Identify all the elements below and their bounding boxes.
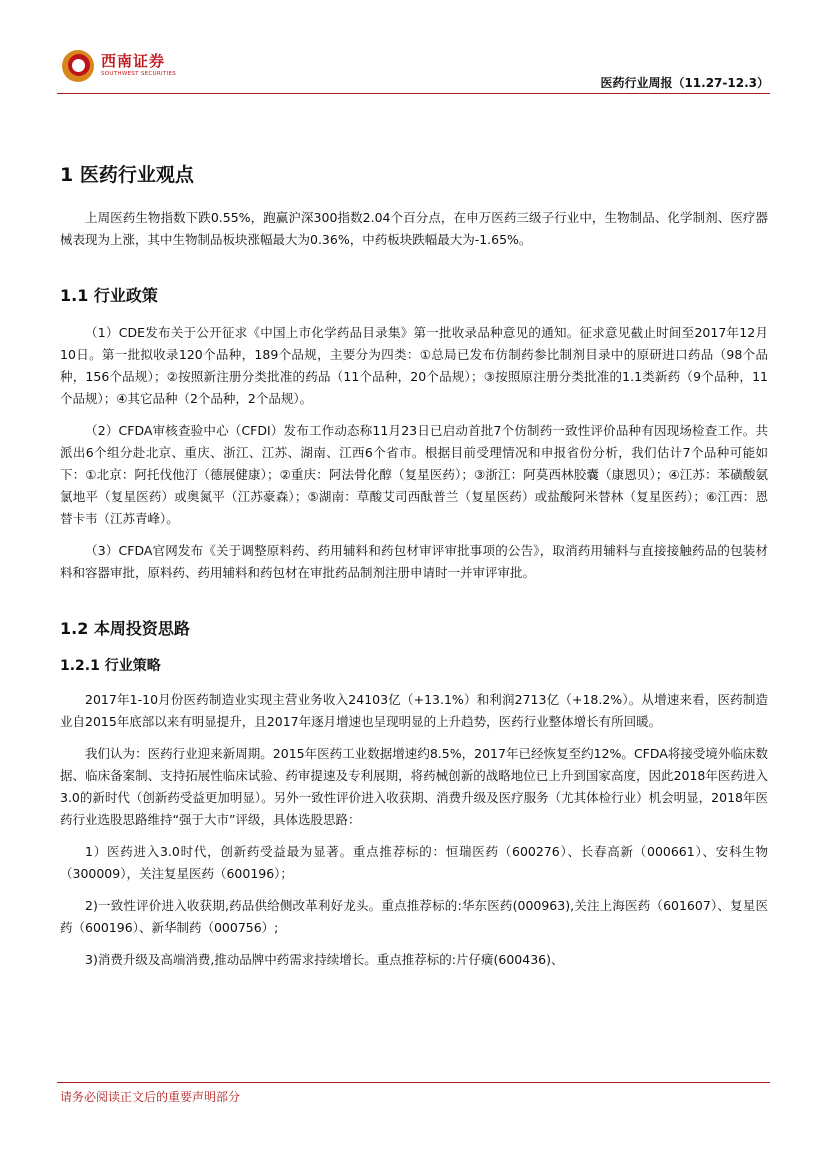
policy-paragraph-3: （3）CFDA官网发布《关于调整原料药、药用辅料和药包材审评审批事项的公告》，取消药用辅料与直接接触药品的包装材料和容器审批，原料药、药用辅料和药包材在审批药品制剂注册申请时一并审评审批。: [60, 543, 768, 580]
strategy-paragraph-5: 3)消费升级及高端消费,推动品牌中药需求持续增长。重点推荐标的:片仔癀(600436)、: [85, 952, 564, 967]
logo-emblem-icon: [62, 50, 94, 82]
strategy-paragraph-3: 1）医药进入3.0时代，创新药受益最为显著。重点推荐标的：恒瑞医药（600276）、长春高新（000661）、安科生物（300009），关注复星医药（600196）；: [60, 844, 768, 881]
report-title: 医药行业周报（11.27-12.3）: [600, 76, 769, 90]
company-logo: [62, 50, 176, 82]
section-1-heading: 1 医药行业观点: [60, 164, 194, 186]
strategy-paragraph-1: 2017年1-10月份医药制造业实现主营业务收入24103亿（+13.1%）和利润2713亿（+18.2%）。从增速来看，医药制造业自2015年底部以来有明显提升，且2017年逐月增速也呈现明显的上升趋势，医药行业整体增长有所回暖。: [60, 692, 768, 729]
footer-divider: [57, 1082, 770, 1083]
policy-paragraph-1: （1）CDE发布关于公开征求《中国上市化学药品目录集》第一批收录品种意见的通知。征求意见截止时间至2017年12月10日。第一批拟收录120个品种，189个品规，主要分为四类：①总局已发布仿制药参比制剂目录中的原研进口药品（98个品种，156个品规）；②按照新注册分类批准的药品（11个品种，20个品规）；③按照原注册分类批准的1.1类新药（9个品种，11个品规）；④其它品种（2个品种，2个品规）。: [60, 325, 768, 406]
logo-english-name: SOUTHWEST SECURITIES: [101, 71, 177, 78]
section-1-2-1-heading: 1.2.1 行业策略: [60, 658, 161, 674]
section-1-1-heading: 1.1 行业政策: [60, 286, 158, 305]
document-body: [60, 160, 768, 981]
logo-text: [101, 54, 176, 78]
policy-paragraph-2: （2）CFDA审核查验中心（CFDI）发布工作动态称11月23日已启动首批7个仿制药一致性评价品种有因现场检查工作。共派出6个组分赴北京、重庆、浙江、江苏、湖南、江西6个省市。根据目前受理情况和申报省份分析，我们估计7个品种可能如下：①北京：阿托伐他汀（德展健康）；②重庆：阿法骨化醇（复星医药）；③浙江：阿莫西林胶囊（康恩贝）；④江苏：苯磺酸氨氯地平（复星医药）或奥氮平（江苏豪森）；⑤湖南：草酸艾司西酞普兰（复星医药）或盐酸阿米替林（复星医药）；⑥江西：恩替卡韦（江苏青峰）。: [60, 423, 768, 526]
section-1-intro-paragraph: 上周医药生物指数下跌0.55%，跑赢沪深300指数2.04个百分点，在申万医药三级子行业中，生物制品、化学制剂、医疗器械表现为上涨，其中生物制品板块涨幅最大为0.36%，中药板块跌幅最大为-1.65%。: [60, 210, 768, 247]
header-divider: [57, 93, 770, 94]
section-1-2-heading: 1.2 本周投资思路: [60, 619, 190, 638]
logo-chinese-name: 西南证券: [101, 52, 166, 71]
disclaimer-note: 请务必阅读正文后的重要声明部分: [60, 1090, 241, 1104]
strategy-paragraph-4: 2)一致性评价进入收获期,药品供给侧改革利好龙头。重点推荐标的:华东医药(000963),关注上海医药（601607）、复星医药（600196）、新华制药（000756）;: [60, 898, 768, 935]
strategy-paragraph-2: 我们认为：医药行业迎来新周期。2015年医药工业数据增速约8.5%，2017年已经恢复至约12%。CFDA将接受境外临床数据、临床备案制、支持拓展性临床试验、药审提速及专利展期，将药械创新的战略地位已上升到国家高度，因此2018年医药进入3.0的新时代（创新药受益更加明显）。另外一致性评价进入收获期、消费升级及医疗服务（尤其体检行业）机会明显，2018年医药行业选股思路维持“强于大市”评级，具体选股思路：: [60, 746, 768, 827]
